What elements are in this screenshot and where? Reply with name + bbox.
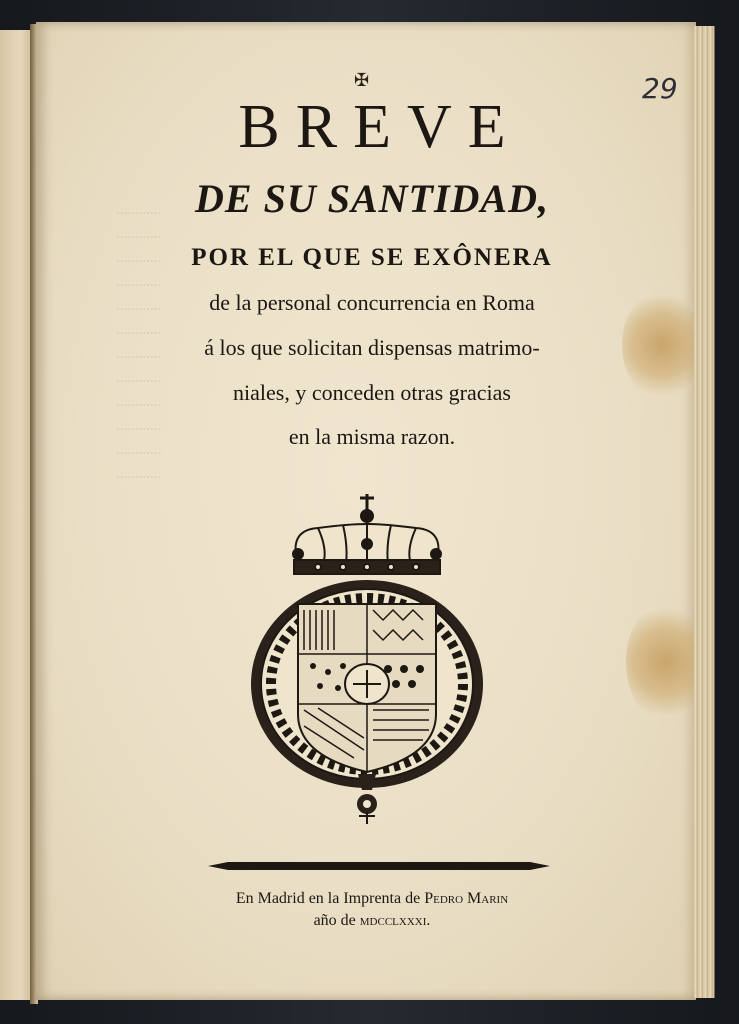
document-page (36, 22, 696, 1000)
year-prefix: año de (313, 912, 356, 929)
imprint-prefix: En Madrid en la Imprenta de (235, 890, 421, 907)
heading: POR EL QUE SE EXÔNERA (191, 244, 553, 271)
imprint-year-line (72, 912, 672, 930)
body-line: niales, y conceden otras gracias (233, 380, 511, 405)
subtitle: DE SU SANTIDAD, (195, 176, 549, 221)
year: mdcclxxxi. (359, 912, 431, 929)
body-line: en la misma razon. (288, 424, 456, 449)
page-edges (694, 26, 715, 998)
cross-ornament: ✠ (354, 70, 370, 90)
imprint-line (72, 890, 672, 908)
coat-of-arms (248, 494, 498, 826)
bleed-through-text: ············ ············ ············ ············ ············ ············ ············ ············ ············ ············ ············ ············ (116, 206, 161, 486)
page-number: 29 (642, 72, 678, 105)
title: BREVE (238, 93, 522, 161)
body-line: á los que solicitan dispensas matrimo- (204, 335, 540, 360)
divider-rule (208, 860, 550, 872)
body-line: de la personal concurrencia en Roma (209, 290, 535, 315)
printer-name: Pedro Marin (424, 890, 509, 907)
